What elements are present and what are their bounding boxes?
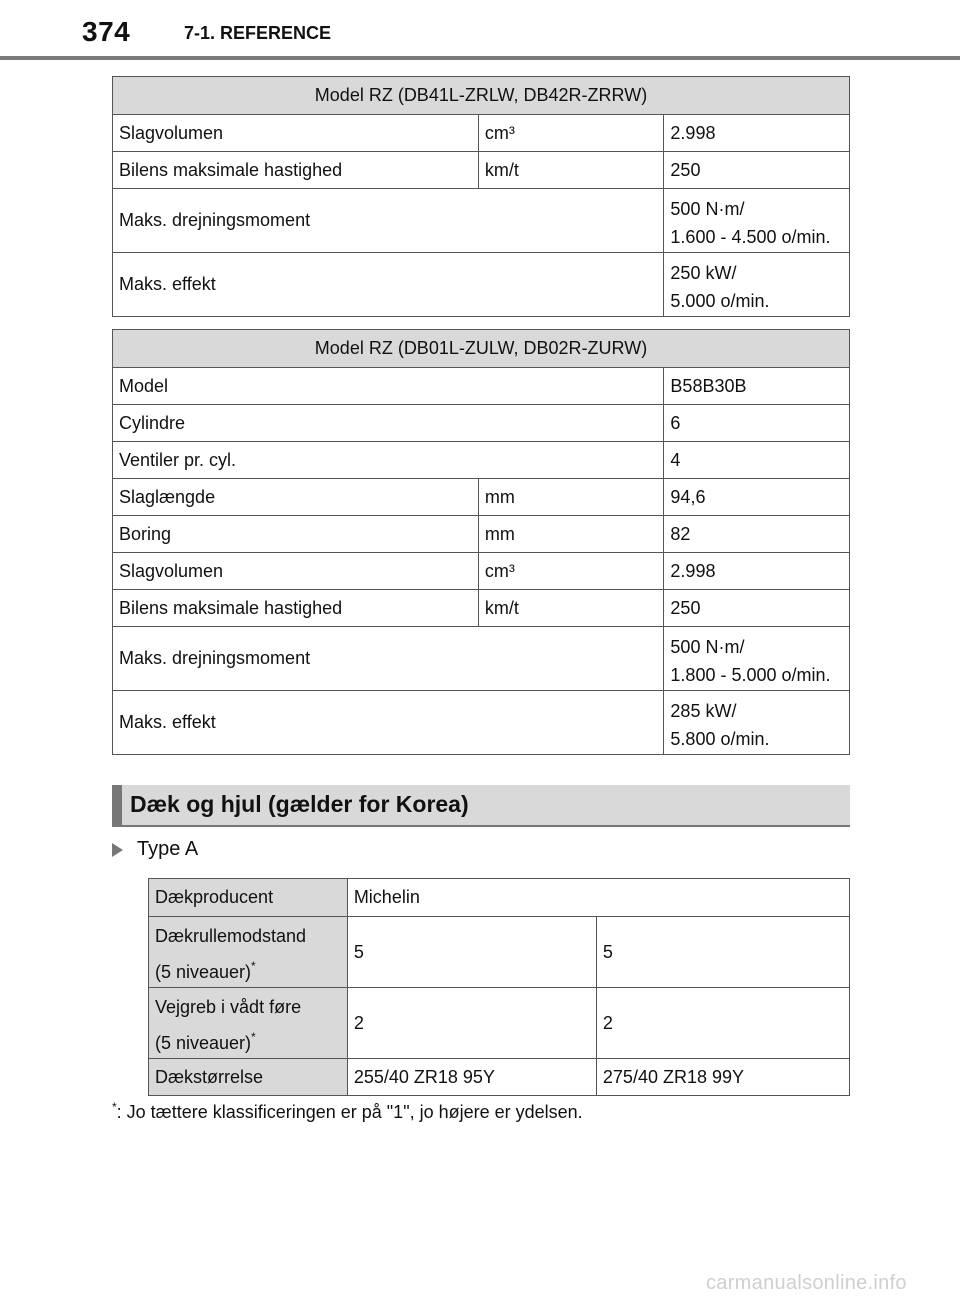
row-label: Slagvolumen <box>113 553 479 590</box>
table-title: Model RZ (DB41L-ZRLW, DB42R-ZRRW) <box>113 77 850 115</box>
table-row <box>113 368 850 405</box>
row-unit: cm³ <box>478 553 664 590</box>
spec-table-db41l <box>112 76 850 317</box>
table-row <box>113 115 850 152</box>
row-value <box>664 691 850 755</box>
table-row <box>113 479 850 516</box>
table-row <box>113 553 850 590</box>
footnote <box>112 1100 583 1123</box>
row-label <box>149 917 348 988</box>
table-row <box>113 516 850 553</box>
row-value <box>664 253 850 317</box>
table-row <box>149 917 850 988</box>
table-row <box>113 405 850 442</box>
table-row <box>113 442 850 479</box>
row-label: Dækproducent <box>149 879 348 917</box>
row-label: Maks. drejningsmoment <box>113 189 664 253</box>
footnote-marker: * <box>112 1100 117 1114</box>
table-row <box>113 590 850 627</box>
row-value <box>664 627 850 691</box>
table-row <box>113 152 850 189</box>
value-line: 1.800 - 5.000 o/min. <box>670 665 831 685</box>
row-label: Boring <box>113 516 479 553</box>
row-label: Maks. effekt <box>113 253 664 317</box>
row-value <box>664 189 850 253</box>
row-value: 250 <box>664 152 850 189</box>
type-label-text: Type A <box>137 838 199 860</box>
row-value: 4 <box>664 442 850 479</box>
row-label: Bilens maksimale hastighed <box>113 590 479 627</box>
table-header-row <box>113 330 850 368</box>
table-row <box>149 879 850 917</box>
row-value: 6 <box>664 405 850 442</box>
row-label: Maks. drejningsmoment <box>113 627 664 691</box>
footnote-text: : Jo tættere klassificeringen er på "1", jo højere er ydelsen. <box>116 1102 583 1122</box>
table-row <box>113 189 850 253</box>
label-text: (5 niveauer) <box>155 1033 252 1053</box>
section-heading-text: Dæk og hjul (gælder for Korea) <box>130 791 469 817</box>
type-label <box>112 838 198 861</box>
row-value: 5 <box>347 917 596 988</box>
value-line: 1.600 - 4.500 o/min. <box>670 227 831 247</box>
row-label: Ventiler pr. cyl. <box>113 442 664 479</box>
label-line: Dækrullemodstand <box>155 926 307 946</box>
value-line: 285 kW/ <box>670 701 737 721</box>
header-divider <box>0 56 960 60</box>
row-unit: km/t <box>478 152 664 189</box>
page-number: 374 <box>82 16 131 47</box>
triangle-bullet-icon <box>112 843 123 857</box>
row-unit: mm <box>478 516 664 553</box>
tire-table <box>148 878 850 1096</box>
row-value: 255/40 ZR18 95Y <box>347 1059 596 1096</box>
value-line: 5.000 o/min. <box>670 291 770 311</box>
row-value: 82 <box>664 516 850 553</box>
row-value: 2 <box>347 988 596 1059</box>
row-value: B58B30B <box>664 368 850 405</box>
row-label <box>149 988 348 1059</box>
row-value: 275/40 ZR18 99Y <box>596 1059 849 1096</box>
table-row <box>113 627 850 691</box>
section-title: 7-1. REFERENCE <box>184 23 332 43</box>
row-label: Slagvolumen <box>113 115 479 152</box>
row-label: Bilens maksimale hastighed <box>113 152 479 189</box>
value-line: 250 kW/ <box>670 263 737 283</box>
row-unit: km/t <box>478 590 664 627</box>
row-label: Model <box>113 368 664 405</box>
row-value: Michelin <box>347 879 849 917</box>
row-value: 2.998 <box>664 553 850 590</box>
label-line: Vejgreb i vådt føre <box>155 997 302 1017</box>
row-value: 2 <box>596 988 849 1059</box>
row-unit: mm <box>478 479 664 516</box>
row-label: Slaglængde <box>113 479 479 516</box>
table-row <box>149 1059 850 1096</box>
value-line: 500 N·m/ <box>670 199 745 219</box>
footnote-marker: * <box>251 1030 256 1044</box>
value-line: 500 N·m/ <box>670 637 745 657</box>
row-label: Dækstørrelse <box>149 1059 348 1096</box>
footnote-marker: * <box>251 959 256 973</box>
table-row <box>149 988 850 1059</box>
section-heading <box>112 785 850 827</box>
page-header <box>0 0 960 62</box>
row-value: 94,6 <box>664 479 850 516</box>
heading-accent-bar <box>112 785 122 825</box>
spec-table-db01l <box>112 329 850 755</box>
row-label: Maks. effekt <box>113 691 664 755</box>
table-row <box>113 691 850 755</box>
row-unit: cm³ <box>478 115 664 152</box>
label-text: (5 niveauer) <box>155 962 252 982</box>
table-title: Model RZ (DB01L-ZULW, DB02R-ZURW) <box>113 330 850 368</box>
row-label: Cylindre <box>113 405 664 442</box>
row-value: 250 <box>664 590 850 627</box>
label-line <box>155 1022 341 1058</box>
row-value: 5 <box>596 917 849 988</box>
value-line: 5.800 o/min. <box>670 729 770 749</box>
watermark: carmanualsonline.info <box>706 1272 907 1294</box>
row-value: 2.998 <box>664 115 850 152</box>
label-line <box>155 951 341 987</box>
table-header-row <box>113 77 850 115</box>
table-row <box>113 253 850 317</box>
